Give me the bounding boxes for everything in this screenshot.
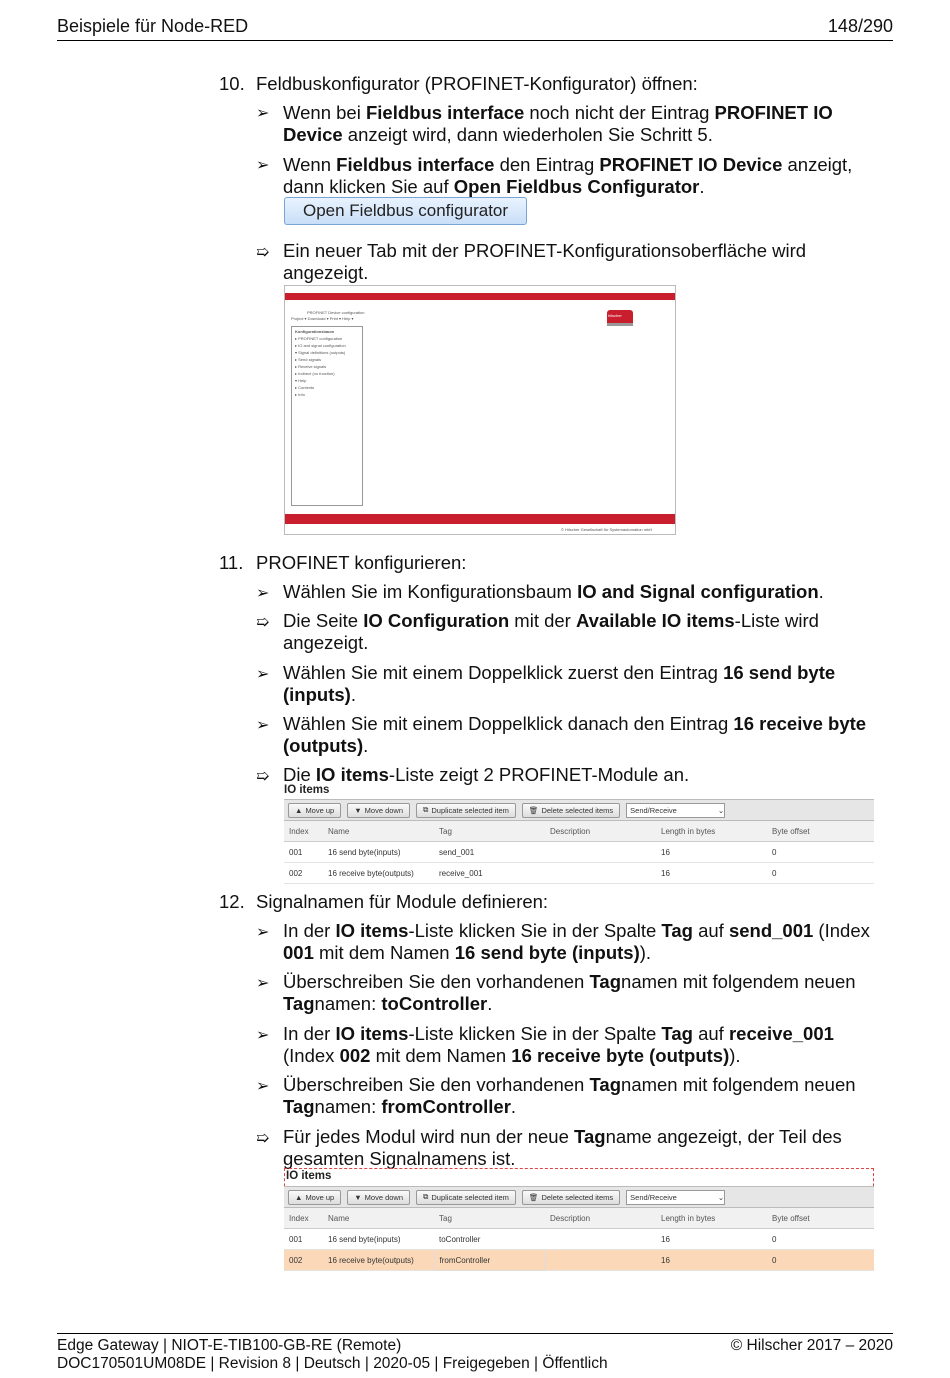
result-arrow-icon: ➯ — [256, 244, 270, 261]
io-items-panel — [284, 1186, 874, 1271]
io-toolbar — [284, 1186, 874, 1208]
action-bullet-icon: ➢ — [256, 975, 270, 992]
result-arrow-icon: ➯ — [256, 614, 270, 631]
result-arrow-icon: ➯ — [256, 1130, 270, 1147]
step-10-bullet-2: Wenn Fieldbus interface den Eintrag PROFINET IO Device anzeigt, dann klicken Sie auf Open Fieldbus Configurator. — [283, 154, 853, 197]
result-arrow-icon: ➯ — [256, 768, 270, 785]
table-row[interactable]: 001 16 send byte(inputs) send_001 16 0 — [284, 842, 874, 863]
arrow-down-icon: ▼ — [354, 805, 362, 815]
tag-cell[interactable]: send_001 — [434, 842, 545, 863]
chevron-down-icon: ⌄ — [717, 1192, 725, 1202]
screenshot-title: PROFINET Device configuration — [307, 310, 365, 315]
step-12-bullet-2: Überschreiben Sie den vorhandenen Tagnamen mit folgendem neuen Tagnamen: toController. — [283, 971, 856, 1014]
direction-select[interactable]: Send/Receive ⌄ — [626, 803, 725, 818]
open-fieldbus-configurator-button[interactable]: Open Fieldbus configurator — [284, 197, 527, 225]
screenshot-menu: Project ▾ Download ▾ Print ▾ Help ▾ — [291, 316, 354, 321]
move-down-button[interactable]: ▼ Move down — [347, 1190, 410, 1205]
move-up-button[interactable]: ▲ Move up — [288, 1190, 341, 1205]
duplicate-icon: ⧉ — [423, 1192, 429, 1201]
footer-product: Edge Gateway | NIOT-E-TIB100-GB-RE (Remote) — [57, 1337, 402, 1354]
step-11-bullet-2: Wählen Sie mit einem Doppelklick zuerst den Eintrag 16 send byte (inputs). — [283, 662, 836, 705]
duplicate-button[interactable]: ⧉ Duplicate selected item — [416, 1190, 516, 1205]
step-11-result-1: Die Seite IO Configuration mit der Available IO items-Liste wird angezeigt. — [283, 610, 819, 653]
table-row[interactable]: 001 16 send byte(inputs) toController 16 0 — [284, 1229, 874, 1250]
arrow-up-icon: ▲ — [295, 1192, 303, 1202]
move-up-button[interactable]: ▲ Move up — [288, 803, 341, 818]
profinet-configurator-screenshot: PROFINET Device configuration Project ▾ Download ▾ Print ▾ Help ▾ Konfigurationsbaum ▸ PROFINET configuration ▸ IO and signal configuration ▾ Signal definitions (outputs) ▸ Send signals ▸ Receive signals ▸ Indirect (no function) ▾ Help ▸ Contents ▸ Info hilscher © Hilscher Gesellschaft für Systemautomation mbH — [284, 285, 676, 535]
action-bullet-icon: ➢ — [256, 105, 270, 122]
step-11-number: 11. — [219, 552, 244, 573]
duplicate-button[interactable]: ⧉ Duplicate selected item — [416, 803, 516, 818]
table-row[interactable]: 002 16 receive byte(outputs) receive_001 16 0 — [284, 863, 874, 884]
screenshot-copyright: © Hilscher Gesellschaft für Systemautomation mbH — [561, 527, 653, 532]
step-12-result: Für jedes Modul wird nun der neue Tagname angezeigt, der Teil des gesamten Signalnamens ist. — [283, 1126, 842, 1169]
trash-icon: 🗑 — [528, 1192, 539, 1202]
direction-select[interactable]: Send/Receive ⌄ — [626, 1190, 725, 1205]
delete-button[interactable]: 🗑 Delete selected items — [522, 803, 620, 818]
step-12-bullet-1: In der IO items-Liste klicken Sie in der Spalte Tag auf send_001 (Index 001 mit dem Namen 16 send byte (inputs)). — [283, 920, 870, 963]
step-12-title: Signalnamen für Module definieren: — [256, 891, 549, 912]
step-11-result-2: Die IO items-Liste zeigt 2 PROFINET-Module an. — [283, 764, 690, 785]
io-items-table: Index Name Tag Description Length in bytes Byte offset 001 16 send byte(inputs) send_001 16 0 002 16 receive byte(outputs) receive_001 16 0 — [284, 821, 874, 884]
action-bullet-icon: ➢ — [256, 717, 270, 734]
step-11-bullet-1: Wählen Sie im Konfigurationsbaum IO and Signal configuration. — [283, 581, 824, 602]
configuration-tree: Konfigurationsbaum ▸ PROFINET configuration ▸ IO and signal configuration ▾ Signal definitions (outputs) ▸ Send signals ▸ Receive signals ▸ Indirect (no function) ▾ Help ▸ Contents ▸ Info — [291, 326, 363, 506]
action-bullet-icon: ➢ — [256, 585, 270, 602]
chevron-down-icon: ⌄ — [717, 805, 725, 815]
step-12-bullet-4: Überschreiben Sie den vorhandenen Tagnamen mit folgendem neuen Tagnamen: fromController. — [283, 1074, 856, 1117]
trash-icon: 🗑 — [528, 805, 539, 815]
action-bullet-icon: ➢ — [256, 1078, 270, 1095]
io-items-title: IO items — [284, 784, 330, 796]
step-10-result: Ein neuer Tab mit der PROFINET-Konfigurationsoberfläche wird angezeigt. — [283, 240, 807, 283]
step-10-title: Feldbuskonfigurator (PROFINET-Konfigurator) öffnen: — [256, 73, 698, 94]
footer-divider — [57, 1333, 893, 1334]
delete-button[interactable]: 🗑 Delete selected items — [522, 1190, 620, 1205]
io-items-table: Index Name Tag Description Length in bytes Byte offset 001 16 send byte(inputs) toController 16 0 002 16 receive byte(outputs) fromController 16 0 — [284, 1208, 874, 1271]
tag-cell[interactable]: toController — [434, 1229, 545, 1250]
footer-copyright: © Hilscher 2017 – 2020 — [730, 1337, 893, 1354]
tag-edit-field[interactable]: fromController — [434, 1250, 545, 1271]
step-12-number: 12. — [219, 891, 245, 912]
step-11-bullet-3: Wählen Sie mit einem Doppelklick danach den Eintrag 16 receive byte (outputs). — [283, 713, 867, 756]
action-bullet-icon: ➢ — [256, 1027, 270, 1044]
step-12-bullet-3: In der IO items-Liste klicken Sie in der Spalte Tag auf receive_001 (Index 002 mit dem Namen 16 receive byte (outputs)). — [283, 1023, 834, 1066]
io-items-title: IO items — [286, 1170, 332, 1182]
step-10-number: 10. — [219, 73, 245, 94]
action-bullet-icon: ➢ — [256, 157, 270, 174]
table-row-selected[interactable]: 002 16 receive byte(outputs) fromController 16 0 — [284, 1250, 874, 1271]
step-10-bullet-1: Wenn bei Fieldbus interface noch nicht der Eintrag PROFINET IO Device anzeigt wird, dann wiederholen Sie Schritt 5. — [283, 102, 833, 145]
move-down-button[interactable]: ▼ Move down — [347, 803, 410, 818]
tag-cell[interactable]: receive_001 — [434, 863, 545, 884]
screenshot-top-bar — [285, 293, 675, 300]
io-items-panel — [284, 799, 874, 884]
duplicate-icon: ⧉ — [423, 805, 429, 814]
header-title: Beispiele für Node-RED — [57, 16, 249, 36]
arrow-down-icon: ▼ — [354, 1192, 362, 1202]
header-divider — [57, 40, 893, 41]
arrow-up-icon: ▲ — [295, 805, 303, 815]
footer-document-info: DOC170501UM08DE | Revision 8 | Deutsch | 2020-05 | Freigegeben | Öffentlich — [57, 1355, 608, 1372]
action-bullet-icon: ➢ — [256, 666, 270, 683]
page-number: 148/290 — [827, 16, 893, 36]
io-toolbar — [284, 799, 874, 821]
step-11-title: PROFINET konfigurieren: — [256, 552, 467, 573]
action-bullet-icon: ➢ — [256, 924, 270, 941]
screenshot-bottom-bar — [285, 514, 675, 524]
